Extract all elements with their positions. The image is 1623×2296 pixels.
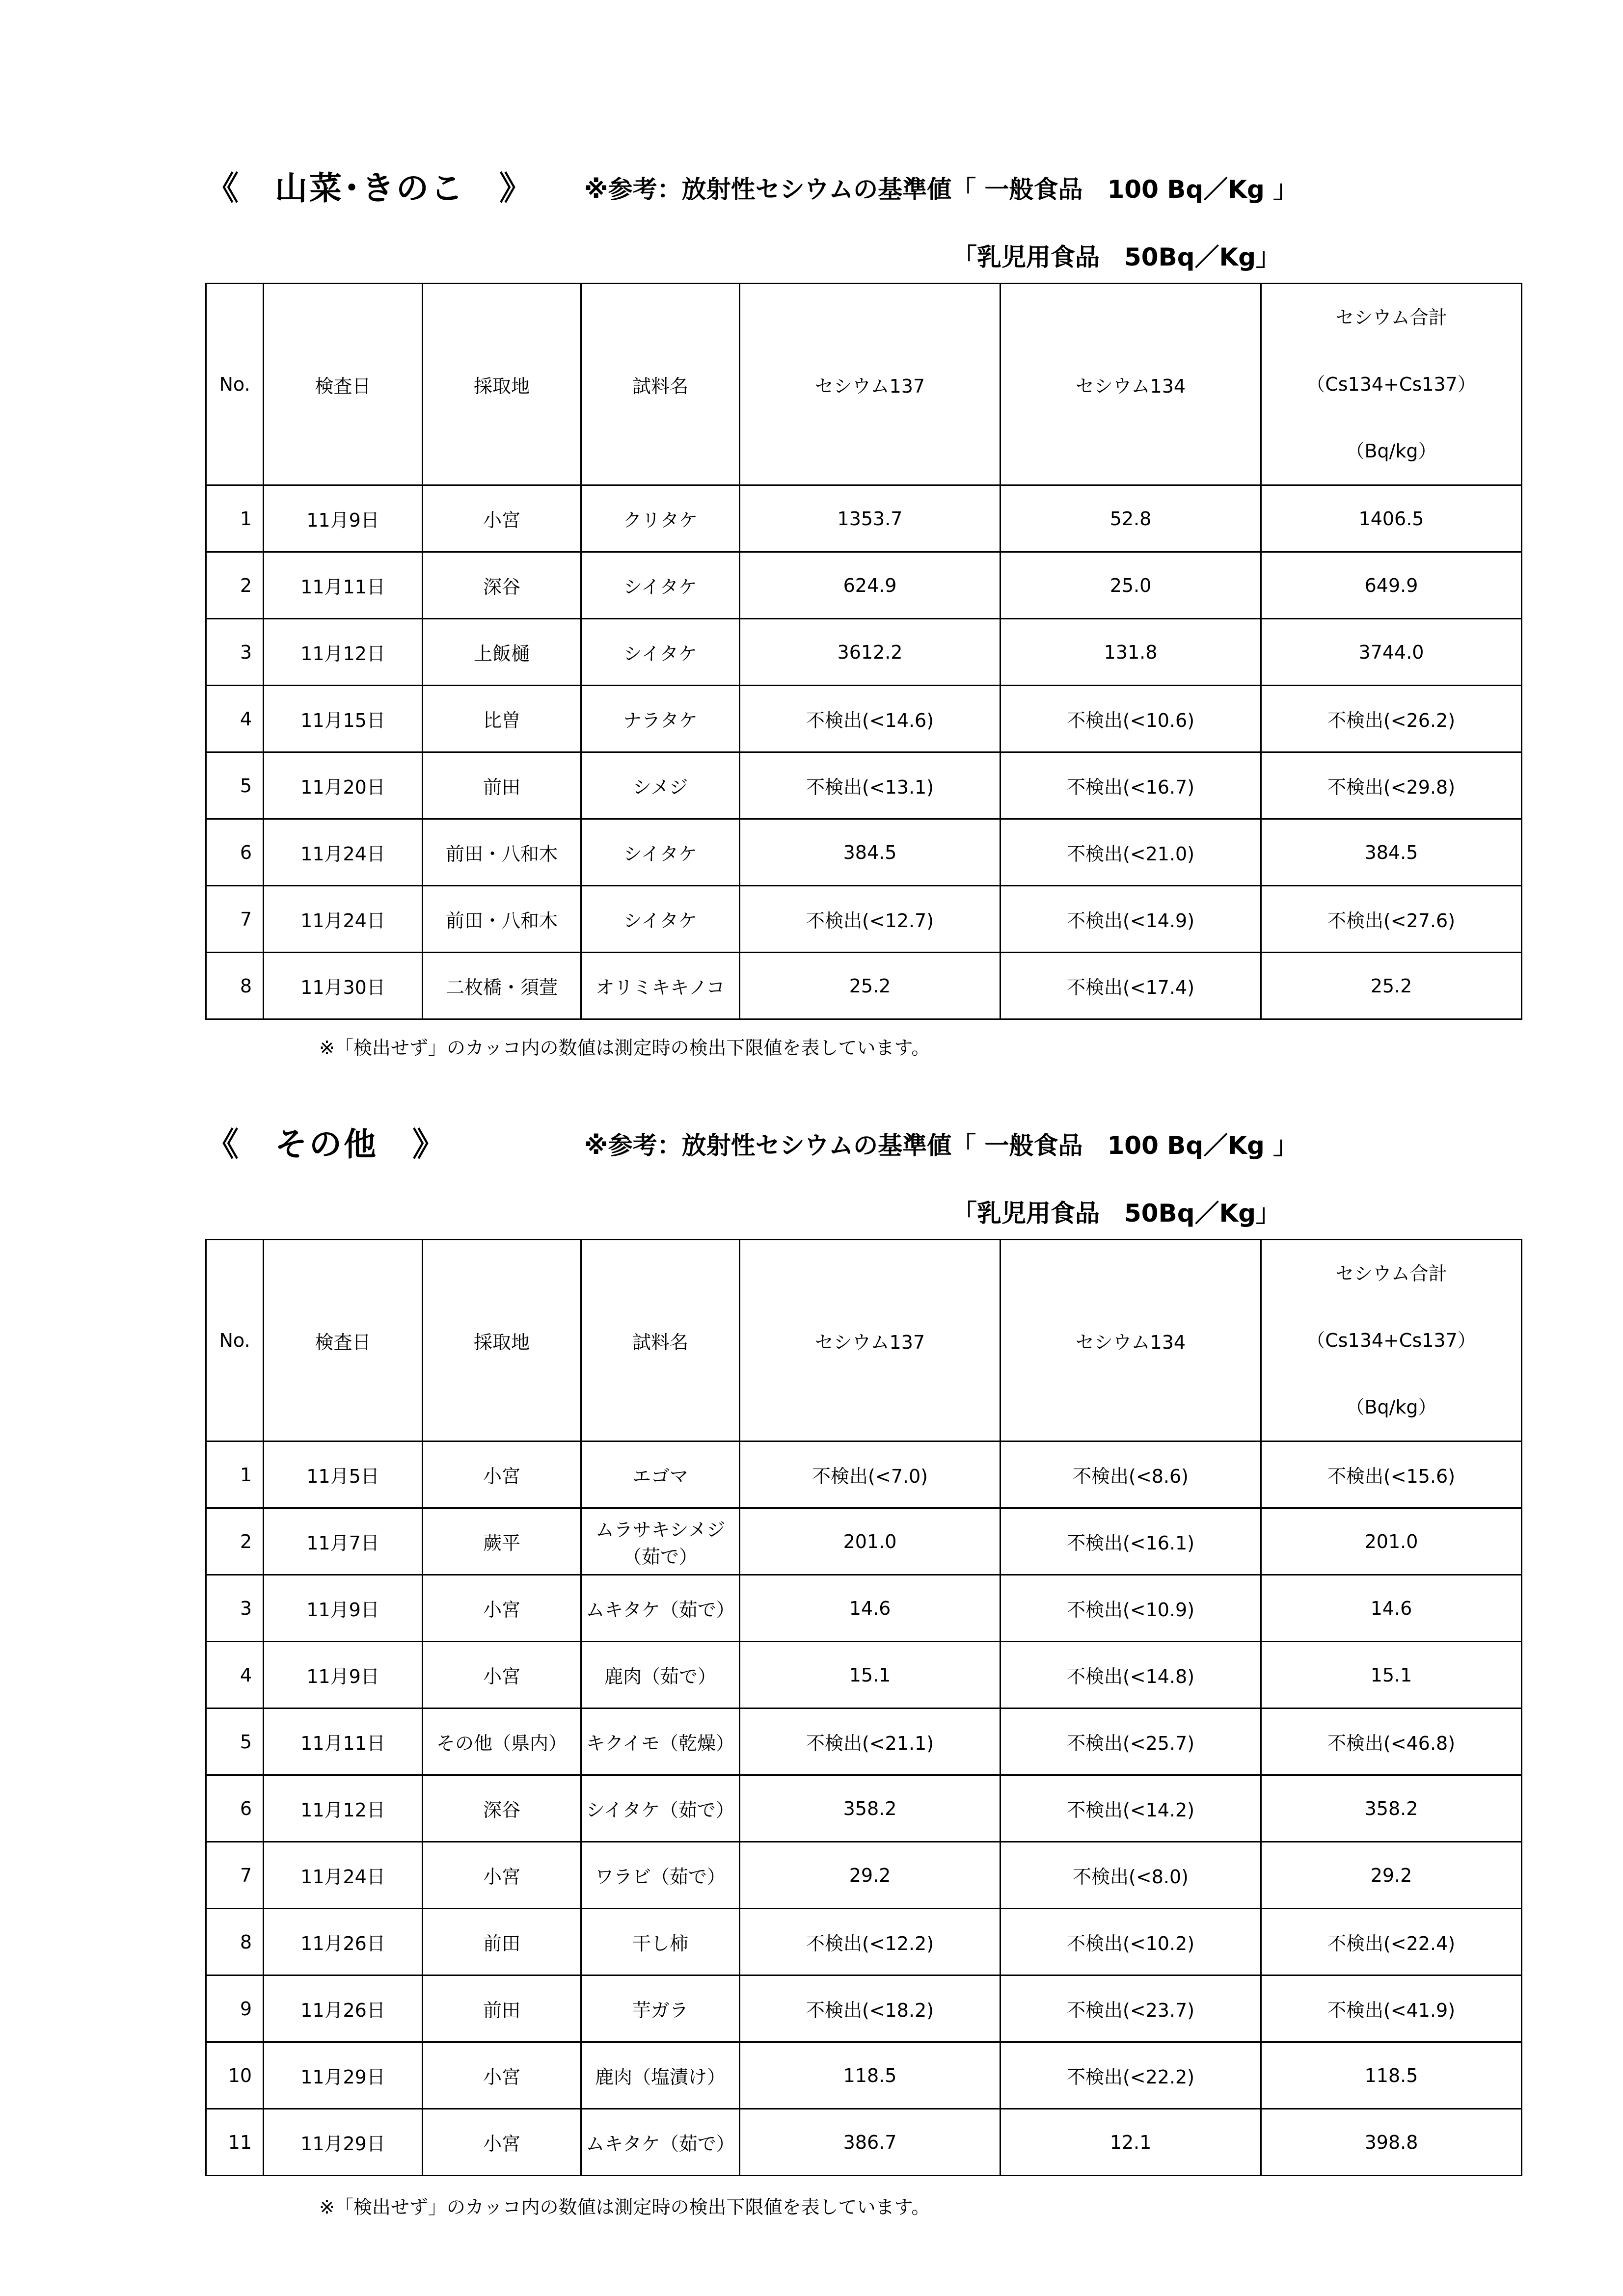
cell-cs137: 不検出(<12.7) [740,886,1001,953]
table-row [206,686,1522,752]
header-total-line3: （Bq/kg） [1346,440,1437,462]
header-total-line2: （Cs134+Cs137） [1306,1330,1476,1351]
cell-cs134: 25.0 [1001,552,1261,619]
cell-total: 25.2 [1261,953,1522,1019]
cell-date: 11月9日 [264,485,423,552]
cell-date: 11月20日 [264,752,423,819]
cell-total: 649.9 [1261,552,1522,619]
cell-date: 11月9日 [264,1642,423,1709]
cell-place: 小宮 [423,2042,581,2109]
cell-date: 11月11日 [264,1709,423,1775]
table-row [206,1775,1522,1842]
cell-no: 1 [206,1442,264,1508]
cell-cs137: 不検出(<21.1) [740,1709,1001,1775]
cell-total: 358.2 [1261,1775,1522,1842]
table-row [206,2042,1522,2109]
footnote: ※「検出せず」のカッコ内の数値は測定時の検出下限値を表しています。 [319,1037,930,1059]
cell-cs137: 29.2 [740,1842,1001,1909]
table-row [206,1842,1522,1909]
cell-no: 8 [206,1909,264,1976]
cell-sample: 鹿肉（茹で） [581,1642,740,1709]
cell-place: 前田 [423,1976,581,2042]
cell-sample: シイタケ（茹で） [581,1775,740,1842]
cell-cs137: 不検出(<18.2) [740,1976,1001,2042]
cell-total: 不検出(<41.9) [1261,1976,1522,2042]
header-place: 採取地 [423,284,581,485]
cell-date: 11月30日 [264,953,423,1019]
cell-sample: エゴマ [581,1442,740,1508]
cell-sample: シイタケ [581,886,740,953]
cell-sample: ナラタケ [581,686,740,752]
cell-cs137: 201.0 [740,1508,1001,1575]
cell-date: 11月12日 [264,619,423,686]
section-heading: 《 山菜･きのこ 》 [206,169,534,207]
cell-cs137: 不検出(<7.0) [740,1442,1001,1508]
cell-cs134: 不検出(<16.7) [1001,752,1261,819]
table-row [206,1976,1522,2042]
header-no: No. [206,1240,264,1442]
header-total-line1: セシウム合計 [1335,1263,1447,1284]
table-row [206,1909,1522,1976]
cell-place: 深谷 [423,1775,581,1842]
cell-no: 2 [206,1508,264,1575]
cell-total: 不検出(<15.6) [1261,1442,1522,1508]
cell-date: 11月29日 [264,2109,423,2176]
cell-sample: キクイモ（乾燥） [581,1709,740,1775]
table-row [206,1709,1522,1775]
cell-sample: ムラサキシメジ（茹で） [581,1508,740,1575]
cell-cs134: 不検出(<14.2) [1001,1775,1261,1842]
cell-cs134: 不検出(<10.6) [1001,686,1261,752]
cell-no: 10 [206,2042,264,2109]
cell-no: 11 [206,2109,264,2176]
cell-cs137: 384.5 [740,819,1001,886]
cell-no: 3 [206,619,264,686]
cell-sample: ワラビ（茹で） [581,1842,740,1909]
results-table [205,1239,1522,2176]
cell-date: 11月9日 [264,1575,423,1642]
cell-no: 1 [206,485,264,552]
cell-total: 不検出(<29.8) [1261,752,1522,819]
header-cs137: セシウム137 [740,284,1001,485]
cell-cs134: 不検出(<14.9) [1001,886,1261,953]
cell-total: 29.2 [1261,1842,1522,1909]
cell-place: 前田 [423,1909,581,1976]
cell-cs137: 不検出(<13.1) [740,752,1001,819]
cell-cs137: 14.6 [740,1575,1001,1642]
cell-sample: シイタケ [581,552,740,619]
cell-cs134: 不検出(<10.9) [1001,1575,1261,1642]
header-sample: 試料名 [581,284,740,485]
table-row [206,1642,1522,1709]
cell-sample: シメジ [581,752,740,819]
table-row [206,1575,1522,1642]
cell-place: 前田・八和木 [423,886,581,953]
cell-cs134: 不検出(<16.1) [1001,1508,1261,1575]
header-place: 採取地 [423,1240,581,1442]
table-row [206,1508,1522,1575]
cell-no: 3 [206,1575,264,1642]
header-sample: 試料名 [581,1240,740,1442]
table-row [206,552,1522,619]
cell-date: 11月12日 [264,1775,423,1842]
cell-no: 6 [206,819,264,886]
table-row [206,619,1522,686]
reference-note-infant: 「乳児用食品 50Bq／Kg」 [952,1199,1281,1228]
cell-total: 118.5 [1261,2042,1522,2109]
cell-no: 6 [206,1775,264,1842]
cell-sample: ムキタケ（茹で） [581,2109,740,2176]
section-heading: 《 その他 》 [206,1125,447,1163]
cell-sample: クリタケ [581,485,740,552]
cell-total: 不検出(<46.8) [1261,1709,1522,1775]
reference-note-general: ※参考：放射性セシウムの基準値「 一般食品 100 Bq／Kg 」 [584,175,1298,204]
header-total-line2: （Cs134+Cs137） [1306,374,1476,395]
cell-place: 小宮 [423,1642,581,1709]
cell-place: 小宮 [423,1575,581,1642]
cell-cs137: 15.1 [740,1642,1001,1709]
cell-no: 7 [206,1842,264,1909]
cell-no: 2 [206,552,264,619]
cell-date: 11月15日 [264,686,423,752]
cell-date: 11月11日 [264,552,423,619]
cell-total: 398.8 [1261,2109,1522,2176]
cell-total: 不検出(<27.6) [1261,886,1522,953]
cell-place: 小宮 [423,2109,581,2176]
cell-place: 小宮 [423,1842,581,1909]
cell-cs137: 386.7 [740,2109,1001,2176]
header-total [1261,1240,1522,1442]
cell-date: 11月26日 [264,1976,423,2042]
cell-no: 4 [206,1642,264,1709]
cell-date: 11月24日 [264,886,423,953]
cell-total: 不検出(<26.2) [1261,686,1522,752]
cell-sample: ムキタケ（茹で） [581,1575,740,1642]
cell-no: 7 [206,886,264,953]
cell-sample: オリミキキノコ [581,953,740,1019]
table-header-row [206,284,1522,485]
table-row [206,886,1522,953]
cell-place: 小宮 [423,1442,581,1508]
table-row [206,1442,1522,1508]
header-no: No. [206,284,264,485]
footnote: ※「検出せず」のカッコ内の数値は測定時の検出下限値を表しています。 [319,2196,930,2218]
cell-date: 11月5日 [264,1442,423,1508]
cell-cs134: 131.8 [1001,619,1261,686]
cell-total: 14.6 [1261,1575,1522,1642]
cell-sample: 干し柿 [581,1909,740,1976]
cell-place: 上飯樋 [423,619,581,686]
cell-place: 二枚橋・須萱 [423,953,581,1019]
header-total [1261,284,1522,485]
cell-cs134: 52.8 [1001,485,1261,552]
cell-place: 前田・八和木 [423,819,581,886]
cell-cs134: 不検出(<21.0) [1001,819,1261,886]
cell-cs134: 不検出(<8.6) [1001,1442,1261,1508]
results-table [205,283,1522,1020]
cell-total: 3744.0 [1261,619,1522,686]
cell-sample: シイタケ [581,619,740,686]
cell-no: 9 [206,1976,264,2042]
cell-cs134: 不検出(<25.7) [1001,1709,1261,1775]
cell-cs134: 不検出(<14.8) [1001,1642,1261,1709]
cell-cs137: 118.5 [740,2042,1001,2109]
cell-cs137: 3612.2 [740,619,1001,686]
cell-date: 11月24日 [264,819,423,886]
cell-cs137: 不検出(<14.6) [740,686,1001,752]
table-row [206,953,1522,1019]
cell-cs134: 12.1 [1001,2109,1261,2176]
cell-sample: 芋ガラ [581,1976,740,2042]
table-row [206,2109,1522,2176]
cell-cs134: 不検出(<10.2) [1001,1909,1261,1976]
cell-place: 比曽 [423,686,581,752]
cell-cs134: 不検出(<23.7) [1001,1976,1261,2042]
cell-cs134: 不検出(<22.2) [1001,2042,1261,2109]
cell-place: その他（県内） [423,1709,581,1775]
cell-date: 11月7日 [264,1508,423,1575]
cell-cs137: 624.9 [740,552,1001,619]
cell-place: 小宮 [423,485,581,552]
cell-cs137: 358.2 [740,1775,1001,1842]
header-cs134: セシウム134 [1001,284,1261,485]
cell-date: 11月26日 [264,1909,423,1976]
cell-total: 15.1 [1261,1642,1522,1709]
table-body [206,1442,1522,2176]
header-total-line3: （Bq/kg） [1346,1396,1437,1418]
cell-total: 201.0 [1261,1508,1522,1575]
cell-cs134: 不検出(<8.0) [1001,1842,1261,1909]
table-row [206,752,1522,819]
cell-place: 前田 [423,752,581,819]
header-cs134: セシウム134 [1001,1240,1261,1442]
cell-cs134: 不検出(<17.4) [1001,953,1261,1019]
reference-note-general: ※参考：放射性セシウムの基準値「 一般食品 100 Bq／Kg 」 [584,1131,1298,1160]
header-cs137: セシウム137 [740,1240,1001,1442]
cell-cs137: 25.2 [740,953,1001,1019]
cell-date: 11月24日 [264,1842,423,1909]
cell-sample: 鹿肉（塩漬け） [581,2042,740,2109]
cell-date: 11月29日 [264,2042,423,2109]
table-header-row [206,1240,1522,1442]
cell-total: 1406.5 [1261,485,1522,552]
cell-place: 蕨平 [423,1508,581,1575]
cell-cs137: 1353.7 [740,485,1001,552]
header-date: 検査日 [264,1240,423,1442]
cell-no: 8 [206,953,264,1019]
reference-note-infant: 「乳児用食品 50Bq／Kg」 [952,243,1281,271]
cell-no: 4 [206,686,264,752]
cell-sample: シイタケ [581,819,740,886]
cell-cs137: 不検出(<12.2) [740,1909,1001,1976]
cell-no: 5 [206,752,264,819]
cell-no: 5 [206,1709,264,1775]
cell-place: 深谷 [423,552,581,619]
table-row [206,485,1522,552]
cell-total: 不検出(<22.4) [1261,1909,1522,1976]
table-row [206,819,1522,886]
cell-total: 384.5 [1261,819,1522,886]
header-total-line1: セシウム合計 [1335,307,1447,328]
header-date: 検査日 [264,284,423,485]
table-body [206,485,1522,1019]
